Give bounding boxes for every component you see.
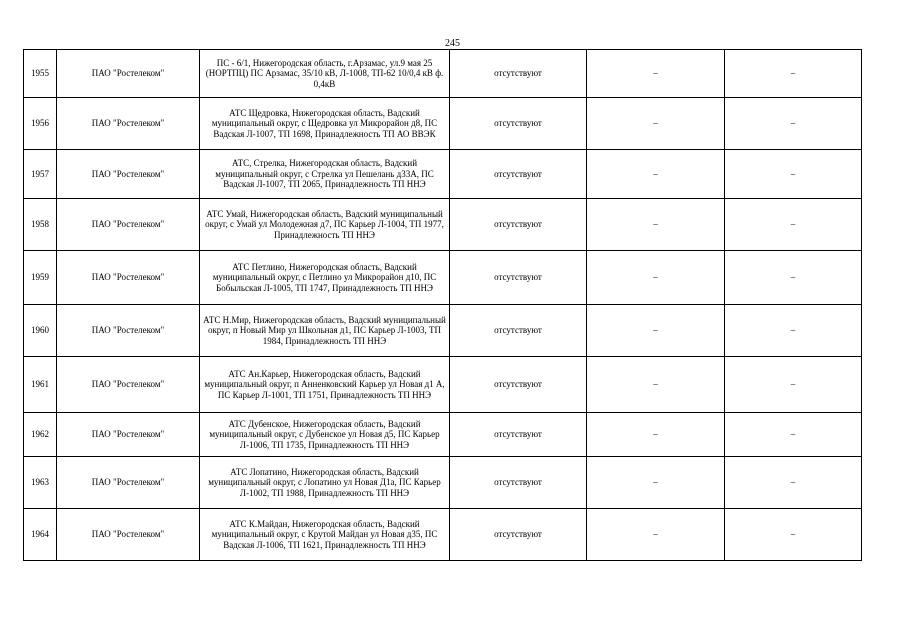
organization-cell: ПАО "Ростелеком" bbox=[57, 413, 200, 457]
page-number: 245 bbox=[445, 38, 460, 49]
table-row bbox=[24, 413, 862, 457]
object-address-cell: ПС - 6/1, Нижегородская область, г.Арзамас, ул.9 мая 25 (НОРТПЦ) ПС Арзамас, 35/10 кВ, Л-1008, ТП-62 10/0,4 кВ ф. 0,4кВ bbox=[200, 50, 450, 98]
value-cell-1: – bbox=[587, 413, 725, 457]
value-cell-1: – bbox=[587, 50, 725, 98]
object-address-cell: АТС Лопатино, Нижегородская область, Вадский муниципальный округ, с Лопатино ул Новая Д1а, ПС Карьер Л-1002, ТП 1988, Принадлежность ТП ННЭ bbox=[200, 457, 450, 509]
value-cell-2: – bbox=[725, 150, 862, 199]
table-row bbox=[24, 251, 862, 305]
registry-table bbox=[23, 49, 862, 561]
object-address-cell: АТС Н.Мир, Нижегородская область, Вадский муниципальный округ, п Новый Мир ул Школьная д1, ПС Карьер Л-1003, ТП 1984, Принадлежность ТП ННЭ bbox=[200, 305, 450, 357]
object-address-cell: АТС Ан.Карьер, Нижегородская область, Вадский муниципальный округ, п Анненковский Карьер ул Новая д1 А, ПС Карьер Л-1001, ТП 1751, Принадлежность ТП ННЭ bbox=[200, 357, 450, 413]
organization-cell: ПАО "Ростелеком" bbox=[57, 98, 200, 150]
row-number: 1958 bbox=[24, 199, 57, 251]
value-cell-1: – bbox=[587, 251, 725, 305]
object-address-cell: АТС, Стрелка, Нижегородская область, Вадский муниципальный округ, с Стрелка ул Пешелань д33А, ПС Вадская Л-1007, ТП 2065, Принадлежность ТП ННЭ bbox=[200, 150, 450, 199]
note-cell: отсутствуют bbox=[450, 251, 587, 305]
value-cell-2: – bbox=[725, 199, 862, 251]
value-cell-2: – bbox=[725, 50, 862, 98]
row-number: 1955 bbox=[24, 50, 57, 98]
row-number: 1959 bbox=[24, 251, 57, 305]
value-cell-2: – bbox=[725, 251, 862, 305]
note-cell: отсутствуют bbox=[450, 509, 587, 561]
note-cell: отсутствуют bbox=[450, 50, 587, 98]
object-address-cell: АТС К.Майдан, Нижегородская область, Вадский муниципальный округ, с Крутой Майдан ул Новая д35, ПС Вадская Л-1006, ТП 1621, Принадлежность ТП ННЭ bbox=[200, 509, 450, 561]
organization-cell: ПАО "Ростелеком" bbox=[57, 199, 200, 251]
row-number: 1960 bbox=[24, 305, 57, 357]
table-row bbox=[24, 457, 862, 509]
value-cell-2: – bbox=[725, 305, 862, 357]
object-address-cell: АТС Петлино, Нижегородская область, Вадский муниципальный округ, с Петлино ул Микрорайон д10, ПС Бобыльская Л-1005, ТП 1747, Принадлежность ТП ННЭ bbox=[200, 251, 450, 305]
value-cell-2: – bbox=[725, 509, 862, 561]
organization-cell: ПАО "Ростелеком" bbox=[57, 357, 200, 413]
value-cell-2: – bbox=[725, 98, 862, 150]
row-number: 1962 bbox=[24, 413, 57, 457]
organization-cell: ПАО "Ростелеком" bbox=[57, 305, 200, 357]
value-cell-1: – bbox=[587, 457, 725, 509]
object-address-cell: АТС Щедровка, Нижегородская область, Вадский муниципальный округ, с Щедровка ул Микрорайон д8, ПС Вадская Л-1007, ТП 1698, Принадлежность ТП АО ВВЭК bbox=[200, 98, 450, 150]
row-number: 1961 bbox=[24, 357, 57, 413]
value-cell-1: – bbox=[587, 509, 725, 561]
organization-cell: ПАО "Ростелеком" bbox=[57, 50, 200, 98]
note-cell: отсутствуют bbox=[450, 150, 587, 199]
table-row bbox=[24, 50, 862, 98]
value-cell-2: – bbox=[725, 413, 862, 457]
value-cell-2: – bbox=[725, 357, 862, 413]
note-cell: отсутствуют bbox=[450, 98, 587, 150]
table-row bbox=[24, 509, 862, 561]
table-row bbox=[24, 150, 862, 199]
value-cell-1: – bbox=[587, 305, 725, 357]
note-cell: отсутствуют bbox=[450, 305, 587, 357]
value-cell-1: – bbox=[587, 199, 725, 251]
organization-cell: ПАО "Ростелеком" bbox=[57, 457, 200, 509]
table-row bbox=[24, 199, 862, 251]
object-address-cell: АТС Дубенское, Нижегородская область, Вадский муниципальный округ, с Дубенское ул Новая д5, ПС Карьер Л-1006, ТП 1735, Принадлежность ТП ННЭ bbox=[200, 413, 450, 457]
row-number: 1963 bbox=[24, 457, 57, 509]
row-number: 1956 bbox=[24, 98, 57, 150]
note-cell: отсутствуют bbox=[450, 357, 587, 413]
table-row bbox=[24, 305, 862, 357]
row-number: 1957 bbox=[24, 150, 57, 199]
note-cell: отсутствуют bbox=[450, 199, 587, 251]
value-cell-2: – bbox=[725, 457, 862, 509]
value-cell-1: – bbox=[587, 150, 725, 199]
object-address-cell: АТС Умай, Нижегородская область, Вадский муниципальный округ, с Умай ул Молодежная д7, ПС Карьер Л-1004, ТП 1977, Принадлежность ТП ННЭ bbox=[200, 199, 450, 251]
note-cell: отсутствуют bbox=[450, 457, 587, 509]
organization-cell: ПАО "Ростелеком" bbox=[57, 251, 200, 305]
row-number: 1964 bbox=[24, 509, 57, 561]
table-row bbox=[24, 98, 862, 150]
table-row bbox=[24, 357, 862, 413]
value-cell-1: – bbox=[587, 98, 725, 150]
organization-cell: ПАО "Ростелеком" bbox=[57, 150, 200, 199]
organization-cell: ПАО "Ростелеком" bbox=[57, 509, 200, 561]
value-cell-1: – bbox=[587, 357, 725, 413]
note-cell: отсутствуют bbox=[450, 413, 587, 457]
